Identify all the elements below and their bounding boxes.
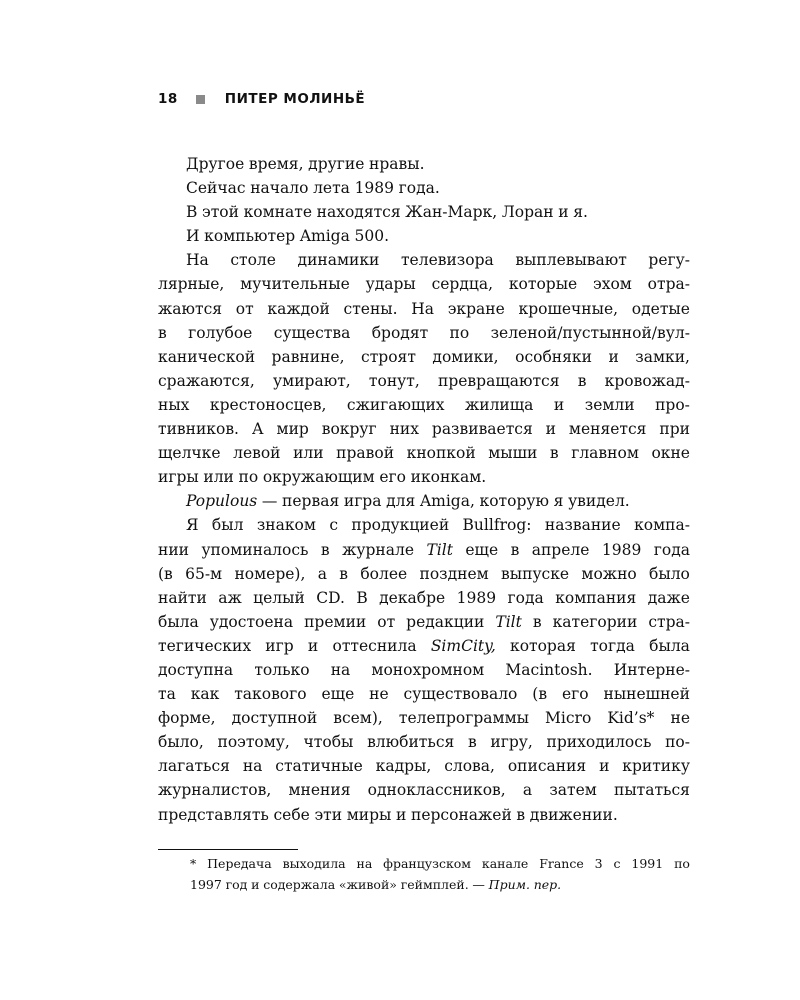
word: игра (343, 492, 382, 511)
word: аж (218, 588, 242, 607)
word: особняки (515, 347, 592, 366)
word: лета (313, 179, 350, 198)
word: нынешней (603, 685, 690, 704)
word: мир (276, 420, 309, 439)
word: не (670, 709, 690, 728)
word: крошечные, (518, 299, 619, 318)
word: Macintosh. (505, 660, 593, 679)
word: редакции (406, 612, 485, 631)
word: с (329, 516, 339, 535)
word: голубое (188, 323, 253, 342)
word: столе (230, 251, 276, 270)
running-header (158, 91, 365, 107)
word: комнате (243, 203, 312, 222)
word: для (386, 492, 416, 511)
word: компа- (634, 516, 690, 535)
word: геймплей. (400, 877, 469, 892)
word: влюбиться (367, 733, 455, 752)
word: В (356, 588, 368, 607)
word: позднем (419, 564, 489, 583)
body-line (158, 369, 690, 393)
word: кадры, (375, 757, 432, 776)
body-line (158, 513, 690, 537)
word: миры (346, 805, 392, 824)
word: эти (314, 805, 343, 824)
word: Tilt (426, 540, 453, 559)
word: игр (265, 636, 294, 655)
body-line (158, 465, 690, 489)
word: по (449, 323, 470, 342)
word: France (539, 856, 584, 871)
word: 1991 (631, 856, 664, 871)
word: нии (158, 540, 189, 559)
word: в (577, 371, 587, 390)
word: телепрограммы (398, 709, 529, 728)
word: категории (552, 612, 638, 631)
word: мыши (488, 444, 538, 463)
word: чтобы (303, 733, 354, 752)
word: тонут, (368, 371, 420, 390)
body-line (158, 417, 690, 441)
word: жилища (465, 395, 534, 414)
word: а (317, 564, 327, 583)
word: про- (655, 395, 690, 414)
word: — (261, 492, 278, 511)
word: игры (158, 468, 199, 487)
word: эхом (593, 275, 632, 294)
body-line (158, 152, 690, 176)
body-line (158, 538, 690, 562)
word: время, (248, 155, 304, 173)
body-line (158, 248, 690, 272)
word: иконкам. (410, 468, 487, 487)
word: земли (584, 395, 635, 414)
word: монохромном (371, 660, 485, 679)
body-line (158, 682, 690, 706)
body-line (158, 658, 690, 682)
body-line (158, 778, 690, 802)
word: удостоена (209, 612, 294, 631)
body-line (158, 200, 690, 224)
word: и (307, 636, 319, 655)
word: с (613, 856, 621, 871)
word: и (396, 805, 407, 824)
word: лярные, (158, 275, 225, 294)
word: при (659, 420, 690, 439)
word: одноклассников, (367, 781, 506, 800)
word: по (674, 856, 690, 871)
word: сжигающих (346, 395, 445, 414)
word: домики, (432, 347, 499, 366)
word: как (190, 685, 220, 704)
word: CD. (316, 588, 345, 607)
body-line (158, 634, 690, 658)
word: нравы. (369, 155, 425, 173)
word: которая (510, 636, 576, 655)
word: декабре (379, 588, 446, 607)
word: увидел. (568, 492, 630, 511)
word: даже (647, 588, 690, 607)
word: существовало (403, 685, 518, 704)
body-line (158, 345, 690, 369)
word: Передача (207, 856, 272, 871)
word: я (553, 492, 564, 511)
word: номере), (234, 564, 306, 583)
word: превращаются (438, 371, 560, 390)
word: название (544, 516, 621, 535)
word: существа (273, 323, 351, 342)
word: SimCity, (430, 636, 496, 655)
word: более (360, 564, 408, 583)
word: было, (158, 733, 204, 752)
word: И (186, 227, 200, 246)
word: была (649, 636, 690, 655)
word: находятся (316, 203, 401, 222)
body-line (158, 272, 690, 296)
word: другие (308, 155, 365, 173)
word: них (389, 420, 419, 439)
word: поэтому, (217, 733, 290, 752)
word: года (653, 540, 690, 559)
word: левой (233, 444, 281, 463)
body-line (158, 297, 690, 321)
word: — (472, 877, 485, 892)
word: регу- (648, 251, 690, 270)
page-number: 18 (158, 91, 178, 107)
word: Tilt (495, 612, 522, 631)
word: не (369, 685, 389, 704)
body-line (158, 441, 690, 465)
word: приходилось (546, 733, 652, 752)
word: правой (336, 444, 395, 463)
word: равнине, (271, 347, 345, 366)
word: удары (365, 275, 416, 294)
word: мучительные (240, 275, 350, 294)
word: премии (304, 612, 367, 631)
word: еще (321, 685, 355, 704)
word: только (254, 660, 310, 679)
word: компьютер (204, 227, 296, 246)
word: первая (282, 492, 340, 511)
word: упоминалось (201, 540, 309, 559)
word: окружающим (262, 468, 375, 487)
word: лагаться (158, 757, 230, 776)
footnote (190, 853, 690, 895)
word: в (320, 540, 330, 559)
word: была (158, 612, 199, 631)
word: в (339, 564, 349, 583)
word: выходила (282, 856, 346, 871)
word: стра- (648, 612, 690, 631)
word: персонажей (411, 805, 512, 824)
separator-square-icon (196, 95, 205, 104)
word: продукцией (351, 516, 450, 535)
word: содержала (263, 877, 336, 892)
word: 3 (594, 856, 603, 871)
word: тегических (158, 636, 252, 655)
word: динамики (297, 251, 380, 270)
word: пер. (533, 877, 562, 892)
word: и (545, 420, 556, 439)
body-line (158, 176, 690, 200)
word: выпуске (501, 564, 570, 583)
word: кнопкой (406, 444, 476, 463)
word: а (522, 781, 533, 800)
word: На (186, 251, 209, 270)
body-text (158, 152, 690, 827)
footnote-line (190, 874, 690, 895)
word: крестоносцев, (209, 395, 327, 414)
word: стены. (343, 299, 398, 318)
word: главном (571, 444, 639, 463)
word: в (516, 805, 526, 824)
word: журнале (342, 540, 414, 559)
word: был (211, 516, 244, 535)
word: пытаться (614, 781, 690, 800)
word: на (330, 660, 351, 679)
word: критику (622, 757, 690, 776)
word: умирают, (273, 371, 351, 390)
word: вокруг (321, 420, 377, 439)
word: В (186, 203, 198, 222)
word: окне (651, 444, 690, 463)
word: слова, (444, 757, 495, 776)
word: (в (158, 564, 173, 583)
word: Жан-Марк, (405, 203, 498, 222)
word: всем), (333, 709, 383, 728)
word: французском (383, 856, 472, 871)
body-line (158, 393, 690, 417)
word: в (467, 733, 477, 752)
word: движении. (529, 805, 618, 824)
word: канале (481, 856, 529, 871)
word: тогда (590, 636, 635, 655)
footnote-divider (158, 849, 298, 850)
word: апреле (531, 540, 590, 559)
word: еще (465, 540, 499, 559)
word: затем (549, 781, 597, 800)
word: от (377, 612, 396, 631)
word: в (158, 323, 167, 342)
body-line (158, 321, 690, 345)
word: и (599, 757, 610, 776)
word: этой (202, 203, 239, 222)
word: оттеснила (332, 636, 417, 655)
word: выплевывают (515, 251, 627, 270)
word: представлять (158, 805, 269, 824)
word: «живой» (338, 877, 397, 892)
word: статичные (275, 757, 363, 776)
word: жаются (158, 299, 223, 318)
word: начало (250, 179, 309, 198)
word: которые (508, 275, 578, 294)
word: Micro (545, 709, 592, 728)
body-line (158, 803, 690, 827)
body-line (158, 224, 690, 248)
word: замки, (635, 347, 690, 366)
word: в (549, 444, 559, 463)
word: одетые (631, 299, 690, 318)
word: и (251, 877, 260, 892)
word: Другое (186, 155, 245, 173)
word: Amiga (299, 227, 350, 246)
word: его (561, 685, 589, 704)
word: игру, (490, 733, 533, 752)
body-line (158, 730, 690, 754)
word: Лоран (501, 203, 554, 222)
word: На (411, 299, 435, 318)
word: Kid’s* (607, 709, 655, 728)
word: целый (253, 588, 305, 607)
word: можно (581, 564, 637, 583)
word: 1989 (456, 588, 497, 607)
body-line (158, 489, 690, 513)
word: 500. (354, 227, 389, 246)
word: и (553, 395, 565, 414)
body-line (158, 586, 690, 610)
word: * (190, 856, 197, 871)
word: сердца, (431, 275, 494, 294)
word: и (608, 347, 619, 366)
word: мнения (288, 781, 351, 800)
word: по (238, 468, 259, 487)
word: зеленой/пустынной/вул- (490, 323, 690, 342)
word: себе (273, 805, 310, 824)
word: ных (158, 395, 190, 414)
word: 1989 (601, 540, 642, 559)
word: на (356, 856, 373, 871)
word: я. (573, 203, 588, 222)
word: описания (507, 757, 587, 776)
word: от (235, 299, 254, 318)
footnote-line (190, 853, 690, 874)
word: Сейчас (186, 179, 246, 198)
word: в (532, 612, 542, 631)
word: сражаются, (158, 371, 255, 390)
word: щелчке (158, 444, 221, 463)
word: экране (447, 299, 505, 318)
word: бродят (371, 323, 429, 342)
word: год (225, 877, 248, 892)
word: знаком (256, 516, 316, 535)
word: Bullfrog: (462, 516, 532, 535)
word: компания (555, 588, 637, 607)
word: доступна (158, 660, 234, 679)
word: или (203, 468, 234, 487)
word: 65-м (185, 564, 223, 583)
word: которую (479, 492, 549, 511)
word: форме, (158, 709, 216, 728)
word: кровожад- (604, 371, 690, 390)
word: Интерне- (613, 660, 690, 679)
word: на (242, 757, 263, 776)
word: года (507, 588, 544, 607)
word: Я (186, 516, 199, 535)
word: А (251, 420, 264, 439)
word: было (649, 564, 690, 583)
body-line (158, 706, 690, 730)
word: его (379, 468, 406, 487)
word: телевизора (400, 251, 494, 270)
word: та (158, 685, 176, 704)
word: 1997 (190, 877, 222, 892)
word: такового (234, 685, 307, 704)
word: тивников. (158, 420, 239, 439)
body-line (158, 610, 690, 634)
word: (в (532, 685, 548, 704)
word: строят (361, 347, 416, 366)
word: и (558, 203, 569, 222)
word: меняется (568, 420, 647, 439)
word: года. (398, 179, 440, 198)
word: Прим. (488, 877, 530, 892)
word: каждой (267, 299, 330, 318)
word: в (510, 540, 520, 559)
word: развивается (431, 420, 533, 439)
word: 1989 (354, 179, 395, 198)
body-line (158, 562, 690, 586)
word: отра- (647, 275, 690, 294)
word: или (293, 444, 324, 463)
word: канической (158, 347, 256, 366)
word: доступной (231, 709, 318, 728)
word: найти (158, 588, 207, 607)
word: журналистов, (158, 781, 272, 800)
word: Amiga, (419, 492, 475, 511)
author-name: ПИТЕР МОЛИНЬЁ (224, 91, 366, 107)
word: по- (665, 733, 690, 752)
body-line (158, 754, 690, 778)
word: Populous (186, 492, 258, 511)
